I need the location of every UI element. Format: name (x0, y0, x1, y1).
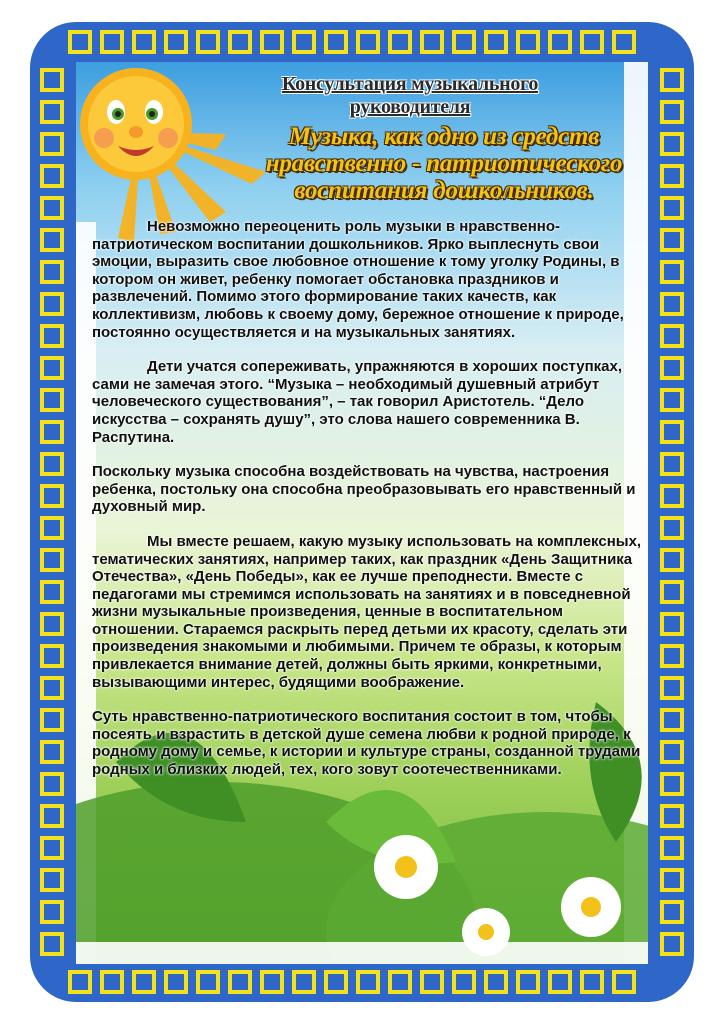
border-square (198, 32, 218, 52)
border-square (486, 32, 506, 52)
title-line: нравственно - патриотического (265, 150, 623, 177)
border-square (662, 486, 682, 506)
border-square (662, 454, 682, 474)
border-square (42, 262, 62, 282)
border-square (42, 102, 62, 122)
border-square (42, 134, 62, 154)
border-square (42, 358, 62, 378)
border-square (662, 358, 682, 378)
border-square (662, 390, 682, 410)
border-square (662, 678, 682, 698)
border-square (422, 32, 442, 52)
border-square (358, 972, 378, 992)
border-square (662, 326, 682, 346)
border-square (662, 742, 682, 762)
title-line: Музыка, как одно из средств (288, 123, 600, 150)
border-square (262, 972, 282, 992)
border-square (550, 32, 570, 52)
border-square (662, 934, 682, 954)
border-square (662, 70, 682, 90)
poster-title (230, 123, 658, 204)
border-square (662, 614, 682, 634)
border-square (198, 972, 218, 992)
border-square (134, 972, 154, 992)
border-square (294, 32, 314, 52)
border-square (230, 32, 250, 52)
border-square (662, 838, 682, 858)
border-square (42, 198, 62, 218)
border-square (582, 972, 602, 992)
smiling-sun-icon (66, 54, 206, 194)
border-square (662, 774, 682, 794)
border-square (42, 742, 62, 762)
border-square (662, 262, 682, 282)
border-square (42, 902, 62, 922)
border-square (42, 806, 62, 826)
paragraph: Невозможно переоценить роль музыки в нравственно-патриотическом воспитании дошкольников. Ярко выплеснуть свои эмоции, выразить свое любовное отношение к тому уголку Родины, в котором он живет, ребенку помогает обстановка праздников и развлечений. Помимо этого формирование таких качеств, как коллективизм, любовь к своему дому, бережное отношение к природе, постоянно осуществляется и на музыкальных занятиях. (92, 218, 624, 341)
border-square (614, 32, 634, 52)
border-square (42, 518, 62, 538)
border-square (70, 972, 90, 992)
border-square (42, 486, 62, 506)
border-square (70, 32, 90, 52)
border-square (662, 518, 682, 538)
border-square (326, 32, 346, 52)
border-square (42, 614, 62, 634)
border-square (390, 972, 410, 992)
border-square (662, 230, 682, 250)
border-square (42, 838, 62, 858)
border-square (662, 582, 682, 602)
border-square (662, 198, 682, 218)
border-square (42, 230, 62, 250)
border-square (166, 972, 186, 992)
border-square (102, 32, 122, 52)
border-square (662, 902, 682, 922)
border-square (42, 710, 62, 730)
border-square (358, 32, 378, 52)
border-square (294, 972, 314, 992)
border-square (662, 806, 682, 826)
border-square (42, 70, 62, 90)
border-square (518, 32, 538, 52)
border-square (662, 166, 682, 186)
border-square (662, 422, 682, 442)
border-square (486, 972, 506, 992)
title-line: воспитания дошкольников. (294, 177, 594, 204)
border-square (42, 454, 62, 474)
border-square (662, 550, 682, 570)
border-square (550, 972, 570, 992)
border-square (662, 646, 682, 666)
border-square (422, 972, 442, 992)
border-square (662, 870, 682, 890)
border-square (166, 32, 186, 52)
border-square (662, 710, 682, 730)
border-square (134, 32, 154, 52)
paragraph: Поскольку музыка способна воздействовать на чувства, настроения ребенка, постольку она способна преобразовывать его нравственный и духовный мир. (92, 463, 636, 516)
paragraph: Мы вместе решаем, какую музыку использовать на комплексных, тематических занятиях, например таких, как праздник «День Защитника Отечества», «День Победы», как ее лучше преподнести. Вместе с педагогами мы стремимся использовать на занятиях и в повседневной жизни музыкальные произведения, ценные в воспитательном отношении. Стараемся раскрыть перед детьми их красоту, сделать эти произведения знакомыми и любимыми. Причем те образы, к которым привлекается внимание детей, должны быть яркими, конкретными, вызывающими интерес, будящими воображение. (92, 532, 642, 691)
border-square (326, 972, 346, 992)
border-square (42, 774, 62, 794)
border-square (42, 166, 62, 186)
border-square (262, 32, 282, 52)
border-square (42, 390, 62, 410)
paragraph: Суть нравственно-патриотического воспитания состоит в том, чтобы посеять и взрастить в детской душе семена любви к родной природе, к родному дому и семье, к истории и культуре страны, созданной трудами родных и близких людей, тех, кого зовут соотечественниками. (92, 708, 641, 779)
border-square (42, 294, 62, 314)
border-square (42, 550, 62, 570)
border-square (42, 646, 62, 666)
article-body (92, 218, 644, 796)
border-square (614, 972, 634, 992)
border-square (42, 678, 62, 698)
border-square (390, 32, 410, 52)
border-square (42, 326, 62, 346)
border-square (42, 582, 62, 602)
border-square (662, 134, 682, 154)
border-square (662, 102, 682, 122)
border-square (518, 972, 538, 992)
border-square (454, 32, 474, 52)
border-square (42, 422, 62, 442)
border-square (454, 972, 474, 992)
border-square (42, 870, 62, 890)
border-square (582, 32, 602, 52)
consultation-heading: Консультация музыкального руководителя (281, 73, 539, 118)
border-square (662, 294, 682, 314)
paragraph: Дети учатся сопереживать, упражняются в хороших поступках, сами не замечая этого. “Музыка – необходимый душевный атрибут человеческого существования”, – так говорил Аристотель. “Дело искусства – сохранять душу”, это слова нашего современника В. Распутина. (92, 358, 623, 446)
border-square (230, 972, 250, 992)
border-square (42, 934, 62, 954)
border-square (102, 972, 122, 992)
